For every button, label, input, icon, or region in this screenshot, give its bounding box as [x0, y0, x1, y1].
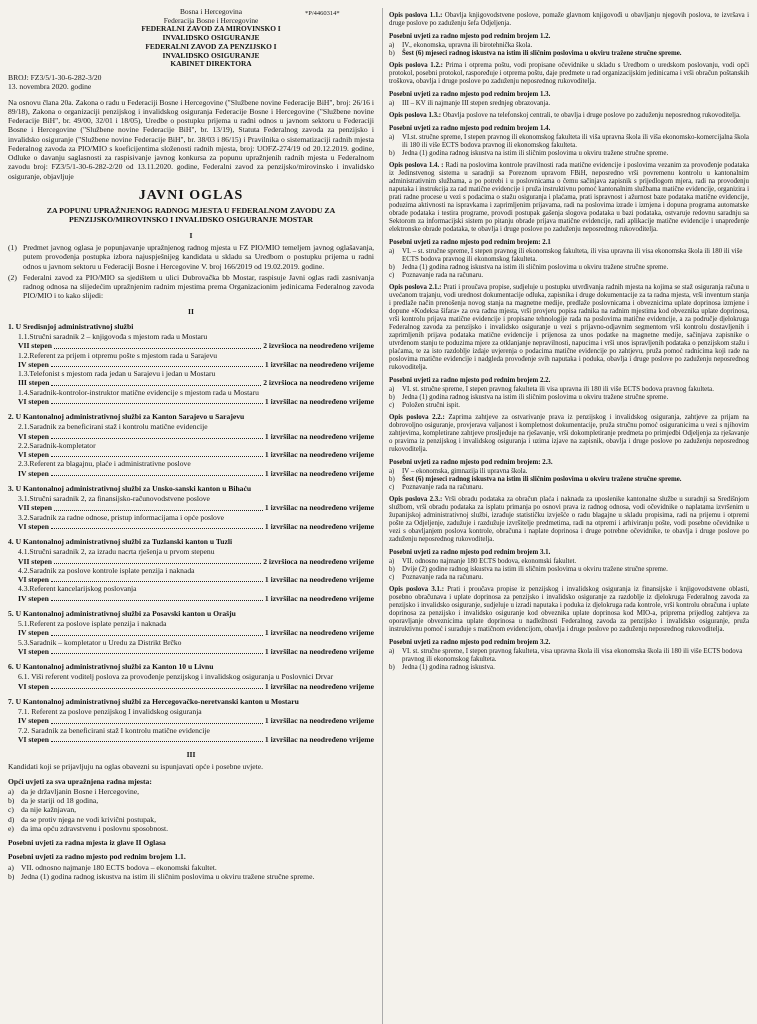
list-marker: c) [389, 484, 395, 491]
list-item [389, 476, 749, 484]
list-item [389, 484, 749, 492]
slot-count: 1 izvršilac na neodređeno vrijeme [264, 521, 374, 531]
list-text: Poznavanje rada na računaru. [402, 574, 484, 581]
service-unit-heading: 2. U Kantonalnoj administrativnoj službi za Kanton Sarajevo u Sarajevu [8, 412, 245, 422]
dotted-leader [51, 735, 263, 742]
announcement-subtitle: ZA POPUNU UPRAŽNJENOG RADNOG MJESTA U FEDERALNOM ZAVODU ZA PENZIJSKO/MIROVINSKO I INVALIDSKO OSIGURANJE MOSTAR [46, 205, 336, 225]
slot-count: 2 izvršioca na neodređeno vrijeme [263, 556, 374, 566]
list-text: Jedna (1) godina radnog iskustva na istim ili sličnim poslovima u okviru tražene stručne spreme. [402, 394, 669, 401]
dotted-leader [51, 360, 263, 367]
position-requirement-row [18, 450, 374, 459]
slot-count: 1 izvršilac na neodređeno vrijeme [264, 450, 374, 460]
list-item [389, 394, 749, 402]
list-marker: b) [389, 394, 395, 401]
numbered-paragraph [8, 243, 374, 271]
issuer-header [48, 8, 374, 69]
list-marker: c) [389, 272, 395, 279]
list-text: da nije kažnjavan, [21, 805, 77, 815]
slot-count: 1 izvršilac na neodređeno vrijeme [264, 468, 374, 478]
job-description-text: Prati i proučava propise, sudjeluje u postupku utvrđivanja radnih mjesta na kojima se staž osiguranja računa u uvećanom trajanju, vodi urednost dokumentacije odluka, zapisnika i druge dokumentacije za ta radna mjesta, vrši inventurn stanja i predlaže način prenošenja novog stanja na magnetne medije, predlaže poslovnicama i obveznicima uplate doprinosa izmjene i dopune «Kodeksa šifara» za ova radna mjesta, vrši provjeru popisa radnika na radnim mjestima kod obveznika uplate doprinosa, vrši kontrolu prijava matične evidencije i propisane tehnologije rada na poslovima matične evidencije, a za područje djelokruga Federalnog zavoda za penzijsko i invalidsko osiguranje u vezi s prijavno-odjavnim segmentom vrši kontrolu dostavljenih i zaprimljenih prijava podataka matične evidencije i prijenosa za unos podatke na magnetne medije, sačinjava zapisnike o utvrđenom stanju te poduzima mjere za otklanjanje nepravilnosti, napucima i vrši unos ispravljenih podataka o penzijskom stažu i plaćama, te za isto razdoblje izdaje uvjerenja o podacima matične evidencije po zahtjevu, pruža pomoć radnicima koji rade na poslovima matične evidencije i nadgleda provođenje svih naputaka i poduka, obavlja i druge poslove po zaduženju neposrednog rukovoditelja. [389, 284, 749, 371]
list-text: Poznavanje rada na računaru. [402, 484, 484, 491]
position-requirement-row [18, 378, 374, 387]
education-level: IV stepen [18, 716, 49, 726]
slot-count: 1 izvršilac na neodređeno vrijeme [264, 593, 374, 603]
conditions-heading: Posebni uvjeti za radno mjesto pod rednim brojem: 2.1 [389, 239, 551, 246]
job-description [389, 284, 749, 372]
list-item [389, 402, 749, 410]
slot-count: 1 izvršilac na neodređeno vrijeme [264, 431, 374, 441]
announcement-title: JAVNI OGLAS [138, 187, 244, 203]
conditions-heading: Posebni uvjeti za radno mjesto pod rednim brojem: 2.3. [389, 459, 553, 466]
education-level: VI stepen [18, 646, 50, 656]
education-level: IV stepen [18, 359, 49, 369]
list-item [389, 42, 749, 50]
header-line: Federacija Bosne i Hercegovine [163, 15, 259, 25]
list-marker: a) [389, 558, 395, 565]
service-unit-heading: 5. U Kantonalnoj administrativnoj službi za Posavski kanton u Orašju [8, 608, 236, 618]
position-requirement-row [18, 360, 374, 369]
job-description [389, 586, 749, 634]
list-item [389, 574, 749, 582]
paragraph-number: (2) [8, 272, 17, 282]
list-marker: a) [389, 100, 395, 107]
header-bold-line: FEDERALNI ZAVOD ZA PENZIJSKO I [145, 41, 277, 51]
slot-count: 1 izvršilac na neodređeno vrijeme [264, 575, 374, 585]
list-marker: a) [389, 386, 395, 393]
job-description-label: Opis poslova 1.2.: [389, 62, 443, 69]
list-text: Šest (6) mjeseci radnog iskustva na istim ili sličnim poslovima u okviru tražene stručne spreme. [402, 50, 682, 57]
education-level: VII stepen [18, 503, 52, 513]
conditions-heading: Posebni uvjeti za radno mjesto pod rednim brojem 1.2. [389, 33, 551, 40]
dotted-leader [51, 522, 263, 529]
conditions-heading: Posebni uvjeti za radno mjesto pod rednim brojem 3.1. [389, 549, 551, 556]
position-requirement-row [18, 594, 374, 603]
job-description-text: Radi na poslovima kontrole pravilnosti rada matične evidencije i poslovima vezanim za provođenje podataka iz Jedinstvenog sistema u saradnji sa Poreznom upravom FBiH, neposredno vrši povremenu kontrolu u kantonalnim administrativnim službama, a po potrebi i u poslovnicama o čemu sačinjava zapisnik s prijedlogom mjera, radi na provođenju naputaka i instrukcija za rad matične evidencije i pruža instruktivnu pomoć kantonalnim službama matične evidencije, organizira i prati radne procese u vezi s podacima o stažu osiguranja i plaćama, prati ispravnost i ažurnost baze podataka matične evidencije, poduzima aktivnosti na ispravkama i zaprimljenim prijavama, radi na poslovima izrade i izmjena i dopuna programa automatske obrade podataka i testira programe, provodi postupak gašenja slogova podataka u bazi podataka, ostvaruje redovnu saradnju sa Sektorom za informacijski sistem po pitanju obrade prijava matične evidencije, radi aplikacije matične evidencije i unapređenje elektronske obrade podataka, te obavlja i druge poslove po zaduženju neposrednog rukovoditelja. [389, 162, 749, 233]
list-item [389, 134, 749, 150]
list-item [8, 872, 374, 881]
job-description-label: Opis poslova 3.1.: [389, 586, 444, 593]
position-title: 1.1.Stručni saradnik 2 – knjigovođa s mjestom rada u Mostaru [18, 332, 208, 342]
education-level: VI stepen [18, 521, 50, 531]
list-text: Jedna (1) godina radnog iskustva na istim ili sličnim poslovima u okviru tražene stručne spreme. [402, 150, 669, 157]
position-title: 2.2.Saradnik-kompletator [18, 440, 96, 450]
list-item [389, 566, 749, 574]
position-title: 6.1. Viši referent voditelj poslova za provođenje penzijskog i invalidskog osiguranja u Poslovnici Drvar [18, 672, 334, 682]
list-item [8, 815, 374, 824]
list-text: VI. st. stručne spreme, I stepen pravnog fakulteta, visa upravna škola ili visa ekonomska škola ili 180 ili više ECTS bodova pravnog ili ekonomskog fakulteta. [402, 648, 743, 663]
list-item [389, 150, 749, 158]
list-marker: a) [8, 786, 14, 796]
paragraph-text: Federalni zavod za PIO/MIO sa sjedištem u ulici Dubrovačka bb Mostar, raspisuje Javni oglas radi zasnivanja radnog odnosa na slijedećim upražnjenim radnim mjestima prema Organizacionim jedinicama Federalnog zavoda PIO/MIO i to kako slijedi: [23, 272, 374, 301]
service-unit-heading: 7. U Kantonalnoj administrativnoj službi za Hercegovačko-neretvanski kanton u Mostaru [8, 696, 299, 706]
document-date: 13. novembra 2020. godine [8, 82, 92, 92]
list-item [8, 824, 374, 833]
list-item [8, 805, 374, 814]
header-bold-line: FEDERALNI ZAVOD ZA MIROVINSKO I [141, 24, 281, 34]
position-title: 1.4.Saradnik-kontrolor-instruktor matične evidencije s mjestom rada u Mostaru [18, 387, 259, 397]
conditions-heading: Posebni uvjeti za radno mjesto pod rednim brojem 2.2. [389, 377, 551, 384]
position-requirement-row [18, 503, 374, 512]
list-item [8, 796, 374, 805]
header-bold-line: KABINET DIREKTORA [170, 59, 252, 69]
slot-count: 1 izvršilac na neodređeno vrijeme [264, 503, 374, 513]
slot-count: 1 izvršilac na neodređeno vrijeme [264, 716, 374, 726]
list-item [389, 386, 749, 394]
job-description-label: Opis poslova 1.4. : [389, 162, 444, 169]
general-conditions-heading: Opći uvjeti za sva upražnjena radna mjesta: [8, 776, 152, 786]
dotted-leader [51, 397, 263, 404]
dotted-leader [51, 378, 261, 385]
list-marker: c) [8, 805, 14, 815]
list-item [389, 100, 749, 108]
document-code: *P/4460314* [305, 10, 340, 17]
right-column [382, 8, 749, 1024]
list-item [389, 648, 749, 664]
conditions-heading: Posebni uvjeti za radno mjesto pod rednim brojem 1.3. [389, 91, 551, 98]
list-marker: b) [389, 50, 395, 57]
service-unit-heading: 1. U Sredisnjoj administrativnoj službi [8, 321, 134, 331]
position-requirement-row [18, 716, 374, 725]
conditions-heading: Posebni uvjeti za radno mjesto pod rednim brojem 1.4. [389, 125, 551, 132]
slot-count: 2 izvršioca na neodređeno vrijeme [263, 341, 374, 351]
list-item [389, 264, 749, 272]
position-title: 3.1.Stručni saradnik 2, za finansijsko-računovodstvene poslove [18, 494, 210, 504]
job-description [389, 112, 749, 120]
list-item [389, 664, 749, 672]
position-requirement-row [18, 469, 374, 478]
list-text: IV., ekonomska, upravna ili birotehnička škola. [402, 42, 533, 49]
job-description-text: Prima i otprema poštu, vodi propisane očevidnike u skladu s Uredbom o uredskom poslovanju, vodi opći protokol, posebni protokol, raspoređuje i otprema poštu, daje predmete u rad organizacijskim jedinicama i vrši obračun poštanskih troškova, obavlja i druge poslove po zaduženju neposrednog rukovoditelja. [389, 62, 749, 85]
position-requirement-row [18, 397, 374, 406]
position-requirement-row [18, 575, 374, 584]
section-heading-i: I [189, 230, 193, 240]
dotted-leader [51, 682, 263, 689]
education-level: VI stepen [18, 734, 50, 744]
special-conditions-heading: Posebni uvjeti za radna mjesta iz glave II Oglasa [8, 838, 166, 848]
position-requirement-row [18, 735, 374, 744]
section-i-items [8, 243, 374, 301]
education-level: VI stepen [18, 396, 50, 406]
conditions-heading: Posebni uvjeti za radno mjesto pod rednim brojem 3.2. [389, 639, 551, 646]
job-description-label: Opis poslova 2.1.: [389, 284, 442, 291]
list-marker: c) [389, 574, 395, 581]
section-ii-positions [8, 322, 374, 744]
position-title: 1.3.Telefonist s mjestom rada jedan u Sarajevu i jedan u Mostaru [18, 369, 216, 379]
position-requirement-row [18, 647, 374, 656]
left-column [8, 8, 374, 1024]
document-number: BROJ: FZ3/5/1-30-6-282-3/20 [8, 73, 102, 83]
slot-count: 1 izvršilac na neodređeno vrijeme [264, 681, 374, 691]
dotted-leader [54, 503, 263, 510]
job-description-text: Vrši obradu podataka za obračun plaća i naknada za uposlenike kantonalne službe u suradnji sa Središnjom službom, vrši obradu podataka za isplatu primanja po osnovi prava iz radnog odnosa, vodi očevidnike o naplatama izvršenim u županijskoj administrativnoj službi, izrađuje statističku izvješće o radu blagajne u skladu propisima, radi na prijemu i otpremi pošte za Odjeljenje, zadužuje i razdužuje izvršitelje predmetima, radi na otpremi i arhiviranju pošte, vodi posebne očevidnike u vezi s obavljanjem poslova kontrole, obračuna i naplate doprinosa i druge potrebne očevidnike, te obavlja i druge poslove po zaduženju neposrednog rukovoditelja. [389, 496, 749, 543]
dotted-leader [51, 594, 263, 601]
list-item [8, 787, 374, 796]
position-title: 5.1.Referent za poslove isplate penzija i naknada [18, 619, 167, 629]
job-description-text: Prati i proučava propise iz penzijskog i invalidskog osiguranja iz finansijske i knjigovodstvene oblasti, posebno obračunava i uplate doprinosa za penzijsko i invalidsko osiguranje za razdoblje iz djelokruga Federalnog zavoda za penzijsko i invalidsko osiguranje, sudjeluje u izradi naputaka i poduka iz djelokruga rada kontrole, vrši kontrolu obračuna i uplate doprinosa za penzijsko i invalidsko osiguranje kod obveznika uplate doprinosa kod MIO-a, priprema prijedlog zahtjeva za oporavljanje obveznicima uplate doprinosa u nadležnosti Federalnog zavoda za penzijsko i invalidsko osiguranje, pruža instruktivnu pomoć i surađuje s matičnom evidencijom, obavlja i druge poslove po zaduženju neposrednog rukovoditelja. [389, 586, 749, 633]
education-level: VI stepen [18, 681, 50, 691]
list-marker: a) [389, 248, 395, 255]
job-description-label: Opis poslova 2.2.: [389, 414, 445, 421]
section-heading-ii: II [188, 306, 194, 316]
list-text: VII. odnosno najmanje 180 ECTS bodova, ekonomski fakultet. [402, 558, 577, 565]
list-text: VI. – st. stručne spreme, I stepen pravnog ili ekonomskog fakulteta, ili visa upravna ili visa ekonomska škola ili 180 ili više ECTS bodova pravnog ili ekonomskog fakulteta. [402, 248, 743, 263]
slot-count: 1 izvršilac na neodređeno vrijeme [264, 359, 374, 369]
list-marker: b) [389, 664, 395, 671]
list-text: Položen stručni ispit. [402, 402, 460, 409]
slot-count: 1 izvršilac na neodređeno vrijeme [264, 396, 374, 406]
slot-count: 2 izvršioca na neodređeno vrijeme [263, 378, 374, 388]
service-unit-heading: 4. U Kantonalnoj administrativnoj službi za Tuzlanski kanton u Tuzli [8, 537, 233, 547]
list-text: Jedna (1) godina radnog iskustva. [402, 664, 495, 671]
job-description-label: Opis poslova 2.3.: [389, 496, 443, 503]
position-title: 7.2. Saradnik za beneficirani staž I kontrolu matične evidencije [18, 725, 210, 735]
position-title: 3.2.Saradnik za radne odnose, pristup informacijama i opće poslove [18, 512, 225, 522]
dotted-leader [51, 432, 263, 439]
paragraph-number: (1) [8, 243, 17, 253]
list-item [389, 248, 749, 264]
dotted-leader [51, 628, 263, 635]
job-description [389, 414, 749, 454]
list-text: da ima opću zdravstvenu i poslovnu sposobnost. [21, 823, 169, 833]
position-requirement-row [18, 628, 374, 637]
list-marker: b) [8, 871, 15, 881]
job-description [389, 12, 749, 28]
job-description-label: Opis poslova 1.3.: [389, 112, 442, 119]
conditions-intro: Kandidati koji se prijavljuju na oglas obavezni su ispunjavati opće i posebne uvjete. [8, 762, 263, 772]
list-text: IV – ekonomska, gimnazija ili upravna škola. [402, 468, 528, 475]
list-marker: b) [8, 796, 15, 806]
legal-basis-paragraph: Na osnovu člana 20a. Zakona o radu u Federaciji Bosne i Hercegovine ("Službene novine Federacije BiH", broj: 26/16 i 89/18), Zakona o organizaciji penzijskog i invalidskog osiguranja Federacije Bosne i Hercegovine ("Službene novine Federacije BiH", br. 49/00, 32/01 i 18/05), Uredbe o postupku prijema u radni odnos u javnom sektoru u Federaciji Bosne i Hercegovine ("Službene novine Federacije BiH", br. 13/19), Statuta Federalnog zavoda za penzijsko i invalidsko osiguranje ("Službene novine Federacije BiH", br. 38/03 i 86/15) i Pravilnika o sistematizaciji radnih mjesta Federalnog zavoda za PIO/MIO s koeficijentima složenosti radnih mjesta, broj: UOFZ-274/19 od 20.12.2019. godine, Odluke o davanju saglasnosti za raspisivanje javnog konkursa za popunu upražnjenih radnih mjesta u Federalnom zavodu broj: FZ3/5/1-30-6-282-2/20 od 13.11.2020. godine, Federalni zavod za penzijsko/mirovinsko i invalidsko osiguranje, objavljuje [8, 97, 374, 181]
position-title: 5.3.Saradnik – kompletator u Uredu za Distrikt Brčko [18, 637, 182, 647]
list-item [389, 558, 749, 566]
list-marker: b) [389, 566, 395, 573]
dotted-leader [51, 647, 263, 654]
list-text: da je stariji od 18 godina, [21, 796, 99, 806]
job-description [389, 496, 749, 544]
document-meta [8, 73, 374, 92]
conditions-1-1-list [8, 863, 374, 882]
list-marker: e) [8, 823, 14, 833]
position-title: 1.2.Referent za prijem i otpremu pošte s mjestom rada u Sarajevu [18, 350, 218, 360]
list-marker: b) [389, 150, 395, 157]
list-marker: a) [389, 648, 395, 655]
dotted-leader [54, 557, 261, 564]
list-text: Poznavanje rada na računaru. [402, 272, 484, 279]
education-level: VI stepen [18, 431, 50, 441]
list-marker: a) [8, 862, 14, 872]
position-requirement-row [18, 432, 374, 441]
education-level: VII stepen [18, 556, 52, 566]
position-title: 2.3.Referent za blagajnu, plaće i administrativne poslove [18, 459, 191, 469]
position-requirement-row [18, 522, 374, 531]
position-title: 4.1.Stručni saradnik 2, za izradu nacrta rješenja u prvom stepenu [18, 547, 215, 557]
position-requirement-row [18, 682, 374, 691]
list-marker: c) [389, 402, 395, 409]
position-title: 2.1.Saradnik za beneficirani staž i kontrolu matične evidencije [18, 422, 208, 432]
dotted-leader [51, 450, 263, 457]
list-marker: a) [389, 468, 395, 475]
position-requirement-row [18, 557, 374, 566]
education-level: IV stepen [18, 593, 49, 603]
header-bold-line: INVALIDSKO OSIGURANJE [162, 33, 260, 43]
dotted-leader [51, 469, 263, 476]
list-item [389, 272, 749, 280]
job-description-text: Zaprima zahtjeve za ostvarivanje prava iz penzijskog i invalidskog osiguranja, zahtjeve za prijam na dobrovoljno osiguranje, provjerava valjanost i kompletnost dokumentacije, pruža stručnu pomoć osiguranicima u vezi s njihovim zahtjevima, kompletirane zahtjeve prosljeđuje na rješavanje, vrši dokompletiranje predmeta po primjedbi Odjeljenja za rješavanje o pravima iz penzijskog i invalidskog osiguranja i uzima izjave na zapisnik, obavlja i druge poslove po zaduženju neposrednog rukovoditelja. [389, 414, 749, 453]
slot-count: 1 izvršilac na neodređeno vrijeme [264, 646, 374, 656]
list-marker: b) [389, 264, 395, 271]
job-description-text: Obavlja poslove na telefonskoj centrali, te obavlja i druge poslove po zaduženju neposrednog rukovoditelja. [441, 112, 741, 119]
list-text: III – KV ili najmanje III stepen srednjeg obrazovanja. [402, 100, 551, 107]
list-text: VI.st. stručne spreme, I stepen pravnog ili ekonomskog fakulteta ili viša upravna škola ili viša ekonomsko-komercijalna škola ili 180 ili više ECTS bodova pravnog ili ekonomskog fakulteta. [402, 134, 749, 149]
list-marker: a) [389, 134, 395, 141]
slot-count: 1 izvršilac na neodređeno vrijeme [264, 734, 374, 744]
position-title: 4.3.Referent kancelarijskog poslovanja [18, 584, 137, 594]
job-description-text: Obavlja knjigovodstvene poslove, pomaže glavnom knjigovođi u obavljanju njegovih poslova, te izvršava i druge poslove po zaduženju šefa Odjeljenja. [389, 12, 749, 27]
job-description [389, 162, 749, 234]
position-title: 4.2.Saradnik za poslove kontrole isplate penzija i naknada [18, 565, 195, 575]
list-text: VI. st. stručne spreme, I stepen pravnog fakulteta ili visa upravna ili 180 ili više ECTS bodova pravnog fakulteta. [402, 386, 714, 393]
list-text: Dvije (2) godine radnog iskustva na istim ili sličnim poslovima u okviru tražene stručne spreme. [402, 566, 668, 573]
list-marker: b) [389, 476, 395, 483]
list-text: da je državljanin Bosne i Hercegovine, [21, 786, 140, 796]
dotted-leader [51, 716, 263, 723]
list-text: Jedna (1) godina radnog iskustva na istim ili sličnim poslovima u okviru tražene stručne spreme. [21, 871, 315, 881]
list-marker: a) [389, 42, 395, 49]
job-description [389, 62, 749, 86]
list-text: Jedna (1) godina radnog iskustva na istim ili sličnim poslovima u okviru tražene stručne spreme. [402, 264, 669, 271]
conditions-1-1-heading: Posebni uvjeti za radno mjesto pod rednim brojem 1.1. [8, 852, 186, 862]
position-requirement-row [18, 341, 374, 350]
education-level: IV stepen [18, 628, 49, 638]
section-heading-iii: III [186, 750, 196, 760]
service-unit-heading: 3. U Kantonalnoj administrativnoj službi za Unsko-sanski kanton u Bihaću [8, 483, 252, 493]
list-text: Šest (6) mjeseci radnog iskustva na istim ili sličnim poslovima u okviru tražene stručne spreme. [402, 476, 682, 483]
list-text: VII. odnosno najmanje 180 ECTS bodova – ekonomski fakultet. [21, 862, 217, 872]
dotted-leader [54, 341, 261, 348]
education-level: III stepen [18, 378, 50, 388]
education-level: IV stepen [18, 468, 49, 478]
list-item [389, 50, 749, 58]
slot-count: 1 izvršilac na neodređeno vrijeme [264, 628, 374, 638]
education-level: VI stepen [18, 450, 50, 460]
paragraph-text: Predmet javnog oglasa je popunjavanje upražnjenog radnog mjesta u FZ PIO/MIO temeljem javnog oglašavanja, putem provođenja postupka izbora najuspješnijeg kandidata u skladu sa Uredbom o postupku prijema u radni odnos u javnom sektoru u Federaciji Bosne i Hercegovine V. broj 166/2019 od 19.02.2019. godine. [23, 243, 374, 271]
list-text: da se protiv njega ne vodi krivični postupak, [21, 814, 156, 824]
education-level: VI stepen [18, 575, 50, 585]
header-bold-line: INVALIDSKO OSIGURANJE [162, 50, 260, 60]
numbered-paragraph [8, 273, 374, 301]
service-unit-heading: 6. U Kantonalnoj administrativnoj službi za Kanton 10 u Livnu [8, 662, 214, 672]
education-level: VII stepen [18, 341, 52, 351]
list-item [8, 863, 374, 872]
job-description-label: Opis poslova 1.1.: [389, 12, 443, 19]
list-item [389, 468, 749, 476]
dotted-leader [51, 575, 263, 582]
general-conditions-list [8, 787, 374, 833]
position-title: 7.1. Referent za poslove penzijskog I invalidskog osiguranja [18, 707, 202, 717]
header-line: Bosna i Hercegovina [180, 8, 242, 16]
list-marker: d) [8, 814, 15, 824]
